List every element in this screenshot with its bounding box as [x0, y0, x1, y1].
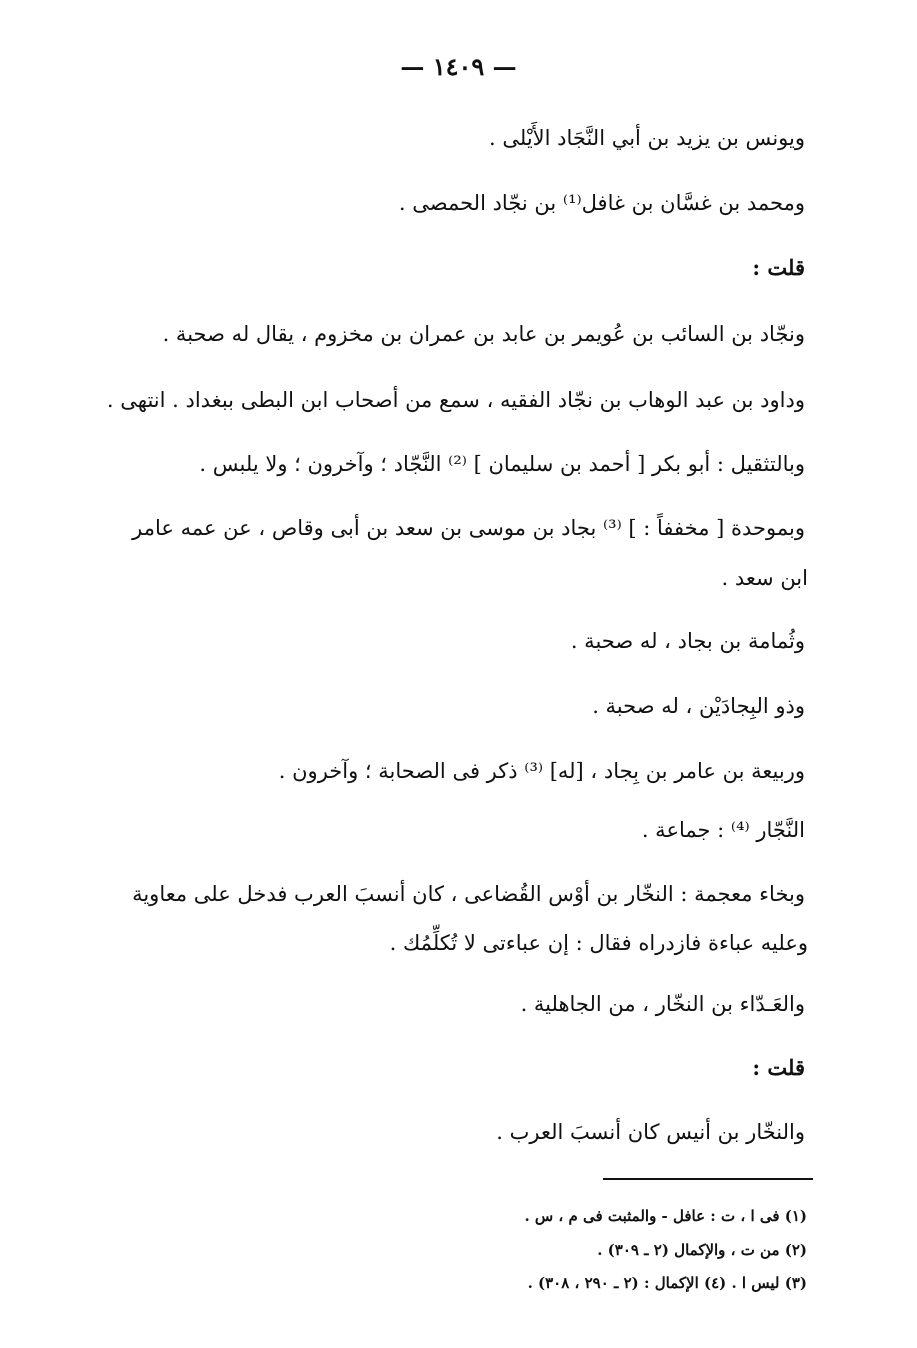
text-line-continuation: وعليه عباءة فازدراه فقال : إن عباءتى لا تُكلِّمُك . [389, 931, 808, 955]
page-number: — ١٤٠٩ — [400, 52, 517, 81]
text-line: وداود بن عبد الوهاب بن نجّاد الفقيه ، سمع من أصحاب ابن البطى ببغداد . انتهى . [106, 388, 805, 412]
section-heading: قلت : [752, 255, 805, 280]
text-line: ويونس بن يزيد بن أبي النَّجَاد الأَيْلى . [489, 126, 805, 150]
text-line: والنخّار بن أنيس كان أنسبَ العرب . [496, 1120, 805, 1144]
footnote: (٢) من ت ، والإكمال (٢ ـ ٣٠٩) . [597, 1241, 807, 1259]
text-line: وذو البِجادَيْن ، له صحبة . [592, 694, 805, 718]
text-line: وبموحدة [ مخففاً : ] ⁽³⁾ بجاد بن موسى بن سعد بن أبى وقاص ، عن عمه عامر [132, 516, 805, 540]
footnote: (٣) ليس ا . (٤) الإكمال : (٢ ـ ٢٩٠ ، ٣٠٨) . [527, 1274, 807, 1292]
text-line: والعَـدّاء بن النخّار ، من الجاهلية . [520, 992, 805, 1016]
text-line: وبالتثقيل : أبو بكر [ أحمد بن سليمان ] ⁽²⁾ النَّجّاد ؛ وآخرون ؛ ولا يلبس . [199, 452, 805, 476]
footnote: (١) فى ا ، ت : عافل - والمثبت فى م ، س . [524, 1207, 807, 1225]
text-line: وثُمامة بن بجاد ، له صحبة . [570, 629, 805, 653]
footnote-divider [603, 1178, 813, 1180]
text-line: ومحمد بن غسَّان بن غافل⁽¹⁾ بن نجّاد الحمصى . [398, 191, 805, 215]
section-heading: قلت : [752, 1055, 805, 1080]
text-line: النَّجّار ⁽⁴⁾ : جماعة . [641, 818, 805, 842]
text-line: وبخاء معجمة : النخّار بن أوْس القُضاعى ، كان أنسبَ العرب فدخل على معاوية [132, 882, 805, 906]
text-line: ونجّاد بن السائب بن عُويمر بن عابد بن عمران بن مخزوم ، يقال له صحبة . [162, 322, 805, 346]
text-line-continuation: ابن سعد . [721, 566, 808, 590]
text-line: وربيعة بن عامر بن بِجاد ، [له] ⁽³⁾ ذكر فى الصحابة ؛ وآخرون . [278, 759, 805, 783]
